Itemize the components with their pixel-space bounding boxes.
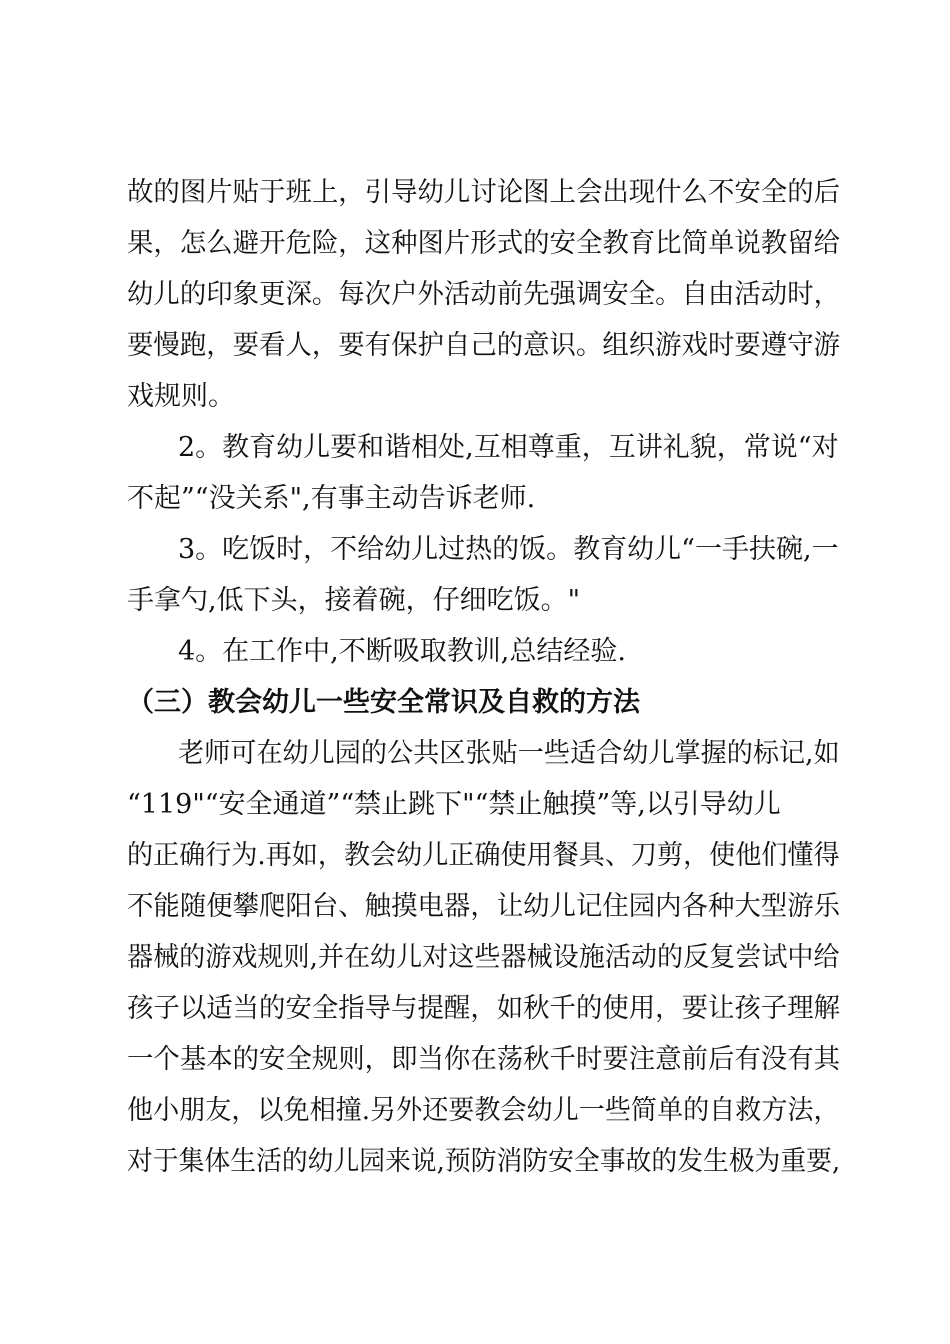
text-line: 一个基本的安全规则，即当你在荡秋千时要注意前后有没有其 (127, 1044, 841, 1075)
text-line: 幼儿的印象更深。每次户外活动前先强调安全。自由活动时， (127, 279, 841, 310)
text-line: “119"“安全通道”“禁止跳下"“禁止触摸”等,以引导幼儿 (127, 789, 781, 820)
text-line: 故的图片贴于班上，引导幼儿讨论图上会出现什么不安全的后 (127, 177, 841, 208)
text-line: 手拿勺,低下头，接着碗，仔细吃饭。" (127, 585, 581, 616)
section-heading: （三）教会幼儿一些安全常识及自救的方法 (127, 687, 640, 718)
paragraph-start: 老师可在幼儿园的公共区张贴一些适合幼儿掌握的标记,如 (178, 738, 840, 769)
text-line: 不能随便攀爬阳台、触摸电器，让幼儿记住园内各种大型游乐 (127, 891, 841, 922)
text-line: 器械的游戏规则,并在幼儿对这些器械设施活动的反复尝试中给 (127, 942, 840, 973)
text-line: 要慢跑，要看人，要有保护自己的意识。组织游戏时要遵守游 (127, 330, 841, 361)
list-item-4: 4。在工作中,不断吸取教训,总结经验. (178, 636, 626, 667)
text-line: 果，怎么避开危险，这种图片形式的安全教育比简单说教留给 (127, 228, 841, 259)
text-line: 他小朋友，以免相撞.另外还要教会幼儿一些简单的自救方法， (127, 1095, 840, 1126)
list-item-2: 2。教育幼儿要和谐相处,互相尊重，互讲礼貌，常说“对 (178, 432, 839, 463)
text-line: 孩子以适当的安全指导与提醒，如秋千的使用，要让孩子理解 (127, 993, 841, 1024)
list-item-3: 3。吃饭时，不给幼儿过热的饭。教育幼儿“一手扶碗,一 (178, 534, 839, 565)
text-line: 的正确行为.再如，教会幼儿正确使用餐具、刀剪，使他们懂得 (127, 840, 840, 871)
text-line: 不起”“没关系",有事主动告诉老师. (127, 483, 536, 514)
text-line: 对于集体生活的幼儿园来说,预防消防安全事故的发生极为重要, (127, 1146, 841, 1177)
text-line: 戏规则。 (127, 381, 235, 412)
